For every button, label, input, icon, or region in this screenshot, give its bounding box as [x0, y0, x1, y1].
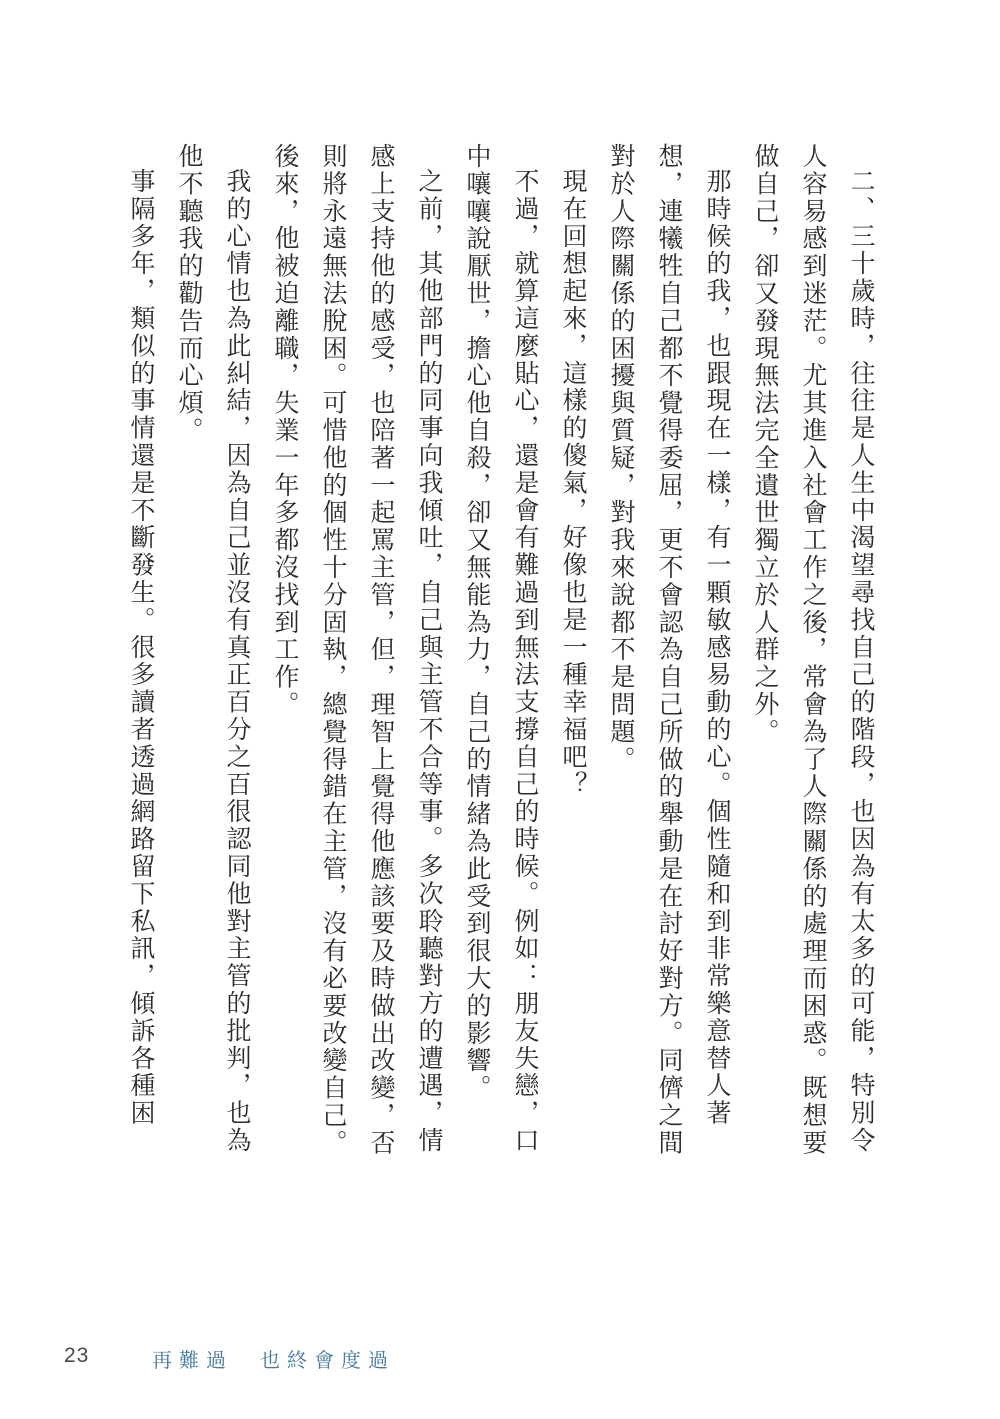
running-title: 再難過 也終會度過 [152, 1350, 395, 1372]
paragraph-5: 之前，其他部門的同事向我傾吐，自己與主管不合等事。多次聆聽對方的遭遇，情感上支持他的感受，也陪著一起罵主管，但，理智上覺得他應該要及時做出改變，否則將永遠無法脫困。可惜他的個性十分固執，總覺得錯在主管，沒有必要改變自己。後來，他被迫離職，失業一年多都沒找到工作。 [271, 143, 442, 1157]
paragraph-1: 二、三十歲時，往往是人生中渴望尋找自己的階段，也因為有太多的可能，特別令人容易感到迷茫。尤其進入社會工作之後，常會為了人際關係的處理而困惑。既想要做自己，卻又發現無法完全遺世獨立於人群之外。 [751, 143, 874, 1157]
paragraph-7: 事隔多年，類似的事情還是不斷發生。很多讀者透過網路留下私訊，傾訴各種困 [127, 168, 154, 1127]
page-number: 23 [64, 1344, 90, 1367]
paragraph-2: 那時候的我，也跟現在一樣，有一顆敏感易動的心。個性隨和到非常樂意替人著想，連犧牲自己都不覺得委屈，更不會認為自己所做的舉動是在討好對方。同儕之間對於人際關係的困擾與質疑，對我來說都不是問題。 [607, 143, 730, 1157]
page-footer [0, 1340, 1000, 1376]
paragraph-3: 現在回想起來，這樣的傻氣，好像也是一種幸福吧？ [559, 168, 586, 799]
page-text [116, 143, 884, 1163]
paragraph-4: 不過，就算這麼貼心，還是會有難過到無法支撐自己的時候。例如：朋友失戀，口中嚷嚷說厭世，擔心他自殺，卻又無能為力，自己的情緒為此受到很大的影響。 [463, 143, 538, 1155]
paragraph-6: 我的心情也為此糾結，因為自己並沒有真正百分之百很認同他對主管的批判，也為他不聽我的勸告而心煩。 [175, 143, 250, 1155]
